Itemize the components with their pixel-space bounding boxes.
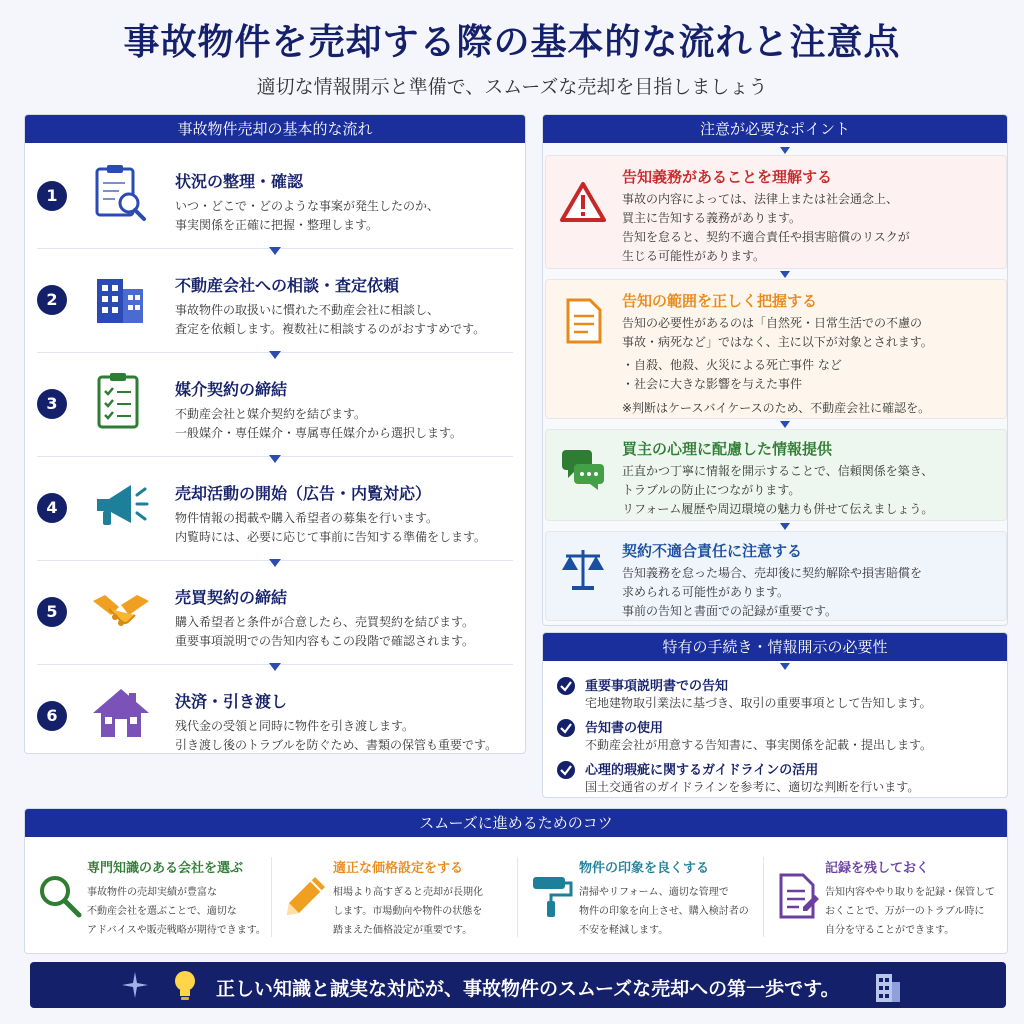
caution-title: 告知義務があることを理解する xyxy=(622,168,833,186)
step-description: 残代金の受領と同時に物件を引き渡します。 引き渡し後のトラブルを防ぐため、書類の保管も重要です。 xyxy=(175,719,498,752)
step-title: 売却活動の開始（広告・内覧対応） xyxy=(175,484,432,503)
tip-item-4 xyxy=(767,849,1008,949)
step-description: 事故物件の取扱いに慣れた不動産会社に相談し、 査定を依頼します。複数社に相談するのがおすすめです。 xyxy=(175,303,486,336)
arrow-down-icon xyxy=(780,421,790,428)
record-document-icon xyxy=(775,873,821,919)
step-number: 6 xyxy=(37,701,67,731)
caution-description: 正直かつ丁寧に情報を開示することで、信頼関係を築き、 トラブルの防止につながります。 リフォーム履歴や周辺環境の魅力も併せて伝えましょう。 xyxy=(622,464,934,516)
tip-description: 事故物件の売却実績が豊富な 不動産会社を選ぶことで、適切な アドバイスや販売戦略が期待できます。 xyxy=(87,887,266,936)
tip-description: 告知内容ややり取りを記録・保管して おくことで、万が一のトラブル時に 自分を守ることができます。 xyxy=(825,887,995,936)
procedure-title: 心理的瑕疵に関するガイドラインの活用 xyxy=(585,763,819,778)
procedure-description: 不動産会社が用意する告知書に、事実関係を記載・提出します。 xyxy=(585,738,933,752)
arrow-down-icon xyxy=(780,663,790,670)
step-number: 3 xyxy=(37,389,67,419)
arrow-down-icon xyxy=(269,351,281,359)
arrow-down-icon xyxy=(269,559,281,567)
tips-heading: スムーズに進めるためのコツ xyxy=(25,809,1007,837)
caution-description: 告知の必要性があるのは「自然死・日常生活での不慮の 事故・病死など」ではなく、主に以下が対象とされます。 xyxy=(622,316,933,349)
caution-title: 契約不適合責任に注意する xyxy=(622,542,803,560)
step-description: 購入希望者と条件が合意したら、売買契約を結びます。 重要事項説明での告知内容もこの段階で確認されます。 xyxy=(175,615,475,648)
building-icon xyxy=(872,970,902,1002)
tip-item-1 xyxy=(29,849,273,949)
step-description: 物件情報の掲載や購入希望者の募集を行います。 内覧時には、必要に応じて事前に告知する準備をします。 xyxy=(175,511,487,544)
page-subtitle: 適切な情報開示と準備で、スムーズな売却を目指しましょう xyxy=(256,76,768,98)
procedure-title: 告知書の使用 xyxy=(585,721,664,736)
scales-icon xyxy=(560,546,606,592)
step-title: 売買契約の締結 xyxy=(175,588,288,607)
step-number: 2 xyxy=(37,285,67,315)
pencil-icon xyxy=(283,873,329,919)
procedure-description: 国土交通省のガイドラインを参考に、適切な判断を行います。 xyxy=(585,780,920,794)
document-icon xyxy=(560,298,606,344)
checklist-clipboard-icon xyxy=(89,369,153,433)
flow-step-4 xyxy=(25,465,525,565)
tip-title: 専門知識のある会社を選ぶ xyxy=(87,861,244,876)
check-circle-icon xyxy=(557,719,575,737)
step-description: いつ・どこで・どのような事案が発生したのか、 事実関係を正確に把握・整理します。 xyxy=(175,199,440,232)
flow-step-1 xyxy=(25,153,525,253)
tip-title: 記録を残しておく xyxy=(825,861,930,876)
caution-title: 告知の範囲を正しく把握する xyxy=(622,292,818,310)
footer-text: 正しい知識と誠実な対応が、事故物件のスムーズな売却への第一歩です。 xyxy=(216,978,840,1000)
step-title: 状況の整理・確認 xyxy=(175,172,304,191)
lightbulb-icon xyxy=(170,968,200,1002)
step-number: 5 xyxy=(37,597,67,627)
check-circle-icon xyxy=(557,677,575,695)
divider xyxy=(763,857,764,937)
tip-title: 適正な価格設定をする xyxy=(333,861,464,876)
step-description: 不動産会社と媒介契約を結びます。 一般媒介・専任媒介・専属専任媒介から選択します。 xyxy=(175,407,463,440)
caution-title: 買主の心理に配慮した情報提供 xyxy=(622,440,833,458)
divider xyxy=(517,857,518,937)
step-title: 媒介契約の締結 xyxy=(175,380,288,399)
arrow-down-icon xyxy=(780,271,790,278)
tip-item-3 xyxy=(521,849,765,949)
tips-panel xyxy=(24,808,1008,954)
magnifier-icon xyxy=(37,873,83,919)
flow-step-3 xyxy=(25,361,525,461)
caution-description: 事故の内容によっては、法律上または社会通念上、 買主に告知する義務があります。 告知を怠ると、契約不適合責任や損害賠償のリスクが 生じる可能性があります。 xyxy=(622,192,910,263)
step-number: 4 xyxy=(37,493,67,523)
step-number: 1 xyxy=(37,181,67,211)
page-title: 事故物件を売却する際の基本的な流れと注意点 xyxy=(123,22,901,63)
caution-item-4 xyxy=(545,531,1007,621)
paint-roller-icon xyxy=(529,873,575,919)
procedures-heading: 特有の手続き・情報開示の必要性 xyxy=(543,633,1007,661)
office-building-icon xyxy=(89,265,153,329)
arrow-down-icon xyxy=(780,523,790,530)
caution-description: 告知義務を怠った場合、売却後に契約解除や損害賠償を 求められる可能性があります。 事前の告知と書面での記録が重要です。 xyxy=(622,566,923,618)
clipboard-search-icon xyxy=(89,161,153,225)
cautions-panel xyxy=(542,114,1008,626)
divider xyxy=(271,857,272,937)
flow-step-5 xyxy=(25,569,525,669)
house-icon xyxy=(89,681,153,745)
check-circle-icon xyxy=(557,761,575,779)
step-title: 不動産会社への相談・査定依頼 xyxy=(175,276,400,295)
caution-bullet: ・社会に大きな影響を与えた事件 xyxy=(622,377,803,391)
footer-banner xyxy=(30,962,1006,1008)
caution-item-3 xyxy=(545,429,1007,521)
arrow-down-icon xyxy=(780,147,790,154)
step-title: 決済・引き渡し xyxy=(175,692,288,711)
procedure-description: 宅地建物取引業法に基づき、取引の重要事項として告知します。 xyxy=(585,696,932,710)
chat-bubbles-icon xyxy=(560,446,606,492)
cautions-heading: 注意が必要なポイント xyxy=(543,115,1007,143)
warning-triangle-icon xyxy=(560,180,606,226)
caution-note: ※判断はケースバイケースのため、不動産会社に確認を。 xyxy=(622,401,931,415)
tip-description: 清掃やリフォーム、適切な管理で 物件の印象を向上させ、購入検討者の 不安を軽減します。 xyxy=(579,887,749,936)
arrow-down-icon xyxy=(269,455,281,463)
procedure-title: 重要事項説明書での告知 xyxy=(585,679,729,694)
procedures-panel xyxy=(542,632,1008,798)
arrow-down-icon xyxy=(269,247,281,255)
megaphone-icon xyxy=(89,473,153,537)
arrow-down-icon xyxy=(269,663,281,671)
handshake-icon xyxy=(89,577,153,641)
tip-title: 物件の印象を良くする xyxy=(579,861,710,876)
caution-item-2 xyxy=(545,279,1007,419)
flow-heading: 事故物件売却の基本的な流れ xyxy=(25,115,525,143)
caution-bullet: ・自殺、他殺、火災による死亡事件 など xyxy=(622,358,842,372)
sparkle-icon xyxy=(120,970,150,1000)
tip-description: 相場より高すぎると売却が長期化 します。市場動向や物件の状態を 踏まえた価格設定が重要です。 xyxy=(333,887,483,936)
caution-item-1 xyxy=(545,155,1007,269)
tip-item-2 xyxy=(275,849,519,949)
flow-panel xyxy=(24,114,526,754)
flow-step-6 xyxy=(25,673,525,754)
flow-step-2 xyxy=(25,257,525,357)
